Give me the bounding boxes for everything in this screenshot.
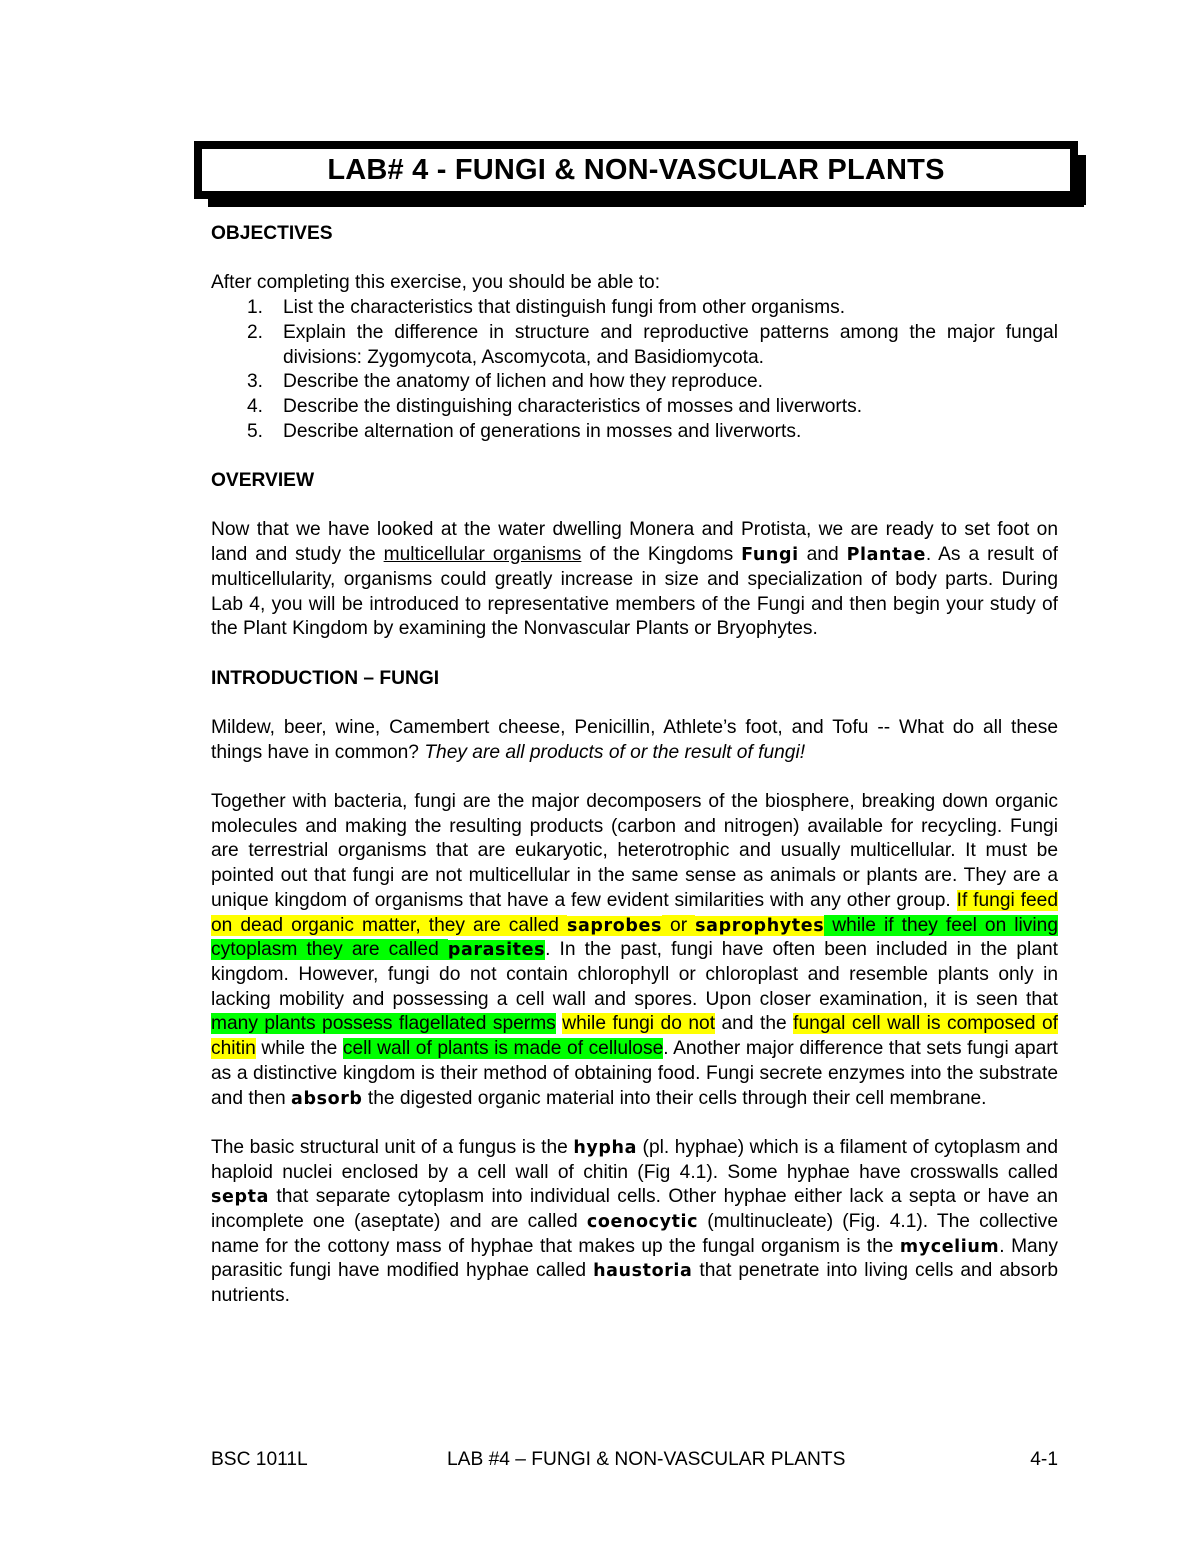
introduction-heading: INTRODUCTION – FUNGI [211,667,440,689]
objective-item: 5. Describe alternation of generations in mosses and liverworts. [247,420,802,442]
highlight-yellow: while fungi do not [562,1013,716,1035]
intro-paragraph-3: The basic structural unit of a fungus is the hypha (pl. hyphae) which is a filament of cytoplasm and haploid nuclei enclosed by a cell wall of chitin (Fig 4.1). Some hyphae have crosswalls called septa that separate cytoplasm into individual cells. Other hyphae either lack a septa or have an incomplete one (aseptate) and are called coenocytic (multinucleate) (Fig. 4.1). The collective name for the cottony mass of hyphae that makes up the fungal organism is the mycelium. Many parasitic fungi have modified hyphae called haustoria that penetrate into living cells and absorb nutrients. [211,1136,1059,1307]
overview-heading: OVERVIEW [211,470,315,491]
objectives-list [211,296,1058,444]
intro-paragraph-2: Together with bacteria, fungi are the major decomposers of the biosphere, breaking down organic molecules and making the resulting products (carbon and nitrogen) available for recycling. Fungi are terrestrial organisms that are eukaryotic, heterotrophic and usually multicellular. It must be pointed out that fungi are not multicellular in the same sense as animals or plants are. They are a unique kingdom of organisms that have a few evident similarities with any other group. If fungi feed on dead organic matter, they are called saprobes or saprophytes while if they feel on living cytoplasm they are called parasites. In the past, fungi have often been included in the plant kingdom. However, fungi do not contain chlorophyll or chloroplast and resemble plants only in lacking mobility and possessing a cell wall and spores. Upon closer examination, it is seen that many plants possess flagellated sperms while fungi do not and the fungal cell wall is composed of chitin while the cell wall of plants is made of cellulose. Another major difference that sets fungi apart as a distinctive kingdom is their method of obtaining food. Fungi secrete enzymes into the substrate and then absorb the digested organic material into their cells through their cell membrane. [211,791,1059,1109]
objective-item: 3. Describe the anatomy of lichen and how they reproduce. [247,371,763,393]
highlight-yellow: If fungi feed on dead organic matter, they are called [211,889,1058,936]
highlight-green: cell wall of plants is made of cellulose [342,1038,664,1060]
objective-item: 4. Describe the distinguishing characteristics of mosses and liverworts. [247,395,863,417]
title-box [194,141,1078,199]
document-body [211,222,1058,1309]
page-footer [211,1449,1058,1475]
objectives-heading: OBJECTIVES [211,223,333,244]
footer-course: BSC 1011L [211,1449,308,1470]
highlight-green: many plants possess flagellated sperms [211,1013,556,1035]
intro-paragraph-1: Mildew, beer, wine, Camembert cheese, Penicillin, Athlete’s foot, and Tofu -- What do all these things have in common? They are all products of or the result of fungi! [211,716,1058,763]
objectives-intro: After completing this exercise, you should be able to: [211,272,661,294]
footer-page-number: 4-1 [1030,1449,1058,1470]
footer-lab-title: LAB #4 – FUNGI & NON-VASCULAR PLANTS [447,1449,846,1470]
objective-item: 1. List the characteristics that distinguish fungi from other organisms. [247,297,846,319]
highlight-yellow: fungal cell wall is composed of chitin [211,1013,1059,1060]
page-title: LAB# 4 - FUNGI & NON-VASCULAR PLANTS [327,153,945,186]
highlight-green: while if they feel on living cytoplasm they are called [211,914,1059,961]
objective-item: 2. Explain the difference in structure and reproductive patterns among the major fungal divisions: Zygomycota, Ascomycota, and Basidiomycota. [247,321,1058,368]
overview-paragraph: Now that we have looked at the water dwelling Monera and Protista, we are ready to set foot on land and study the multicellular organisms of the Kingdoms Fungi and Plantae. As a result of multicellularity, organisms could greatly increase in size and specialization of body parts. During Lab 4, you will be introduced to representative members of the Fungi and then begin your study of the Plant Kingdom by examining the Nonvascular Plants or Bryophytes. [211,519,1058,640]
